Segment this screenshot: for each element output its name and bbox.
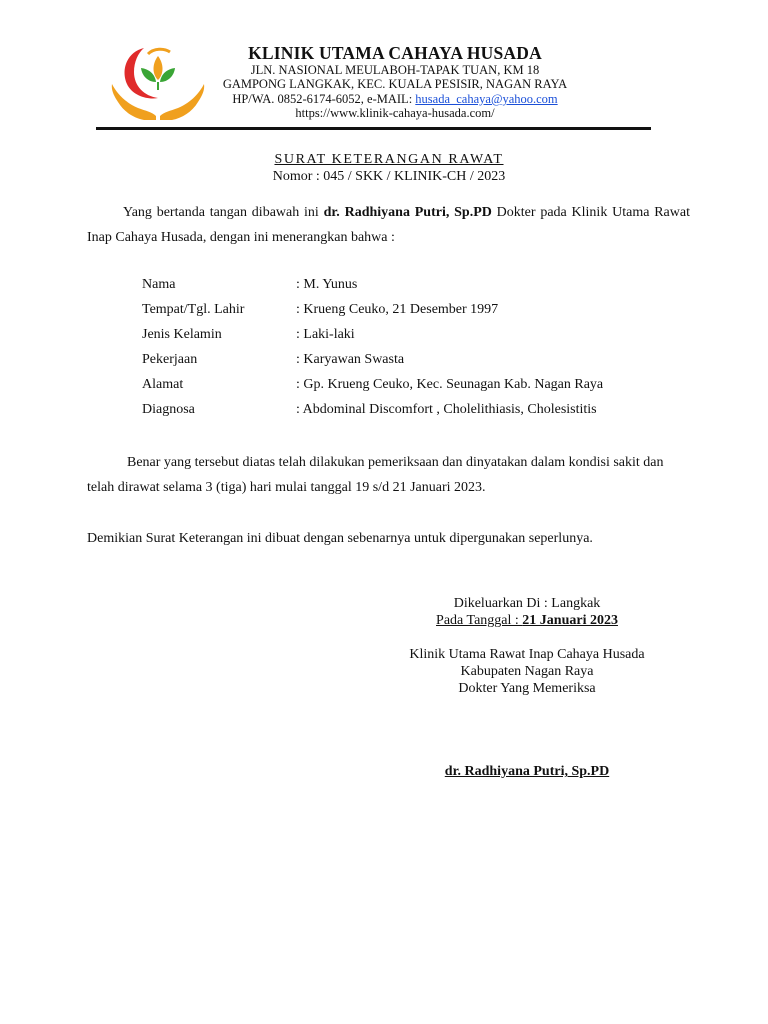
issued-at: Dikeluarkan Di : Langkak [453,596,601,611]
issue-date [370,612,684,629]
intro-paragraph [87,200,690,250]
closing-paragraph: Demikian Surat Keterangan ini dibuat dengan sebenarnya untuk dipergunakan seperlunya. [87,531,593,546]
patient-row-address [142,377,702,402]
intro-doctor-name: dr. Radhiyana Putri, Sp.PD [323,205,492,220]
document-number: Nomor : 045 / SKK / KLINIK-CH / 2023 [272,169,506,184]
patient-row-name [142,277,702,302]
field-label: Jenis Kelamin [142,327,222,342]
org-line-2: Kabupaten Nagan Raya [460,664,594,679]
patient-row-birth [142,302,702,327]
signer-role: Dokter Yang Memeriksa [458,681,596,696]
document-title: SURAT KETERANGAN RAWAT [274,152,504,167]
date-value: 21 Januari 2023 [522,613,618,628]
field-label: Nama [142,277,176,292]
website-url: https://www.klinik-cahaya-husada.com/ [295,106,495,120]
statement-paragraph: Benar yang tersebut diatas telah dilakukan pemeriksaan dan dinyatakan dalam kondisi sakit dan telah dirawat selama 3 (tiga) hari mulai tanggal 19 s/d 21 Januari 2023. [87,455,664,495]
field-label: Tempat/Tgl. Lahir [142,302,245,317]
field-label: Diagnosa [142,402,195,417]
clinic-name: KLINIK UTAMA CAHAYA HUSADA [248,43,542,63]
contact-line [220,92,570,107]
intro-after: Dokter pada Klinik Utama Rawat Inap Cahaya Husada, dengan ini menerangkan bahwa : [87,205,690,245]
field-value: : Krueng Ceuko, 21 Desember 1997 [296,302,499,317]
email-link[interactable]: husada_cahaya@yahoo.com [415,92,558,106]
signer-name: dr. Radhiyana Putri, Sp.PD [444,764,610,779]
patient-row-diagnosis [142,402,702,427]
contact-prefix: HP/WA. 0852-6174-6052, e-MAIL: [232,92,416,106]
patient-row-gender [142,327,702,352]
field-value: : Abdominal Discomfort , Cholelithiasis, Cholesistitis [296,402,597,417]
hands-holding-leaf-logo-icon [108,40,208,122]
field-value: : Laki-laki [296,327,355,342]
date-label: Pada Tanggal : [436,613,523,628]
address-line-2: GAMPONG LANGKAK, KEC. KUALA PESISIR, NAGAN RAYA [222,77,568,91]
address-line-1: JLN. NASIONAL MEULABOH-TAPAK TUAN, KM 18 [250,63,540,77]
field-label: Pekerjaan [142,352,198,367]
field-value: : Gp. Krueng Ceuko, Kec. Seunagan Kab. Nagan Raya [296,377,604,392]
patient-row-occupation [142,352,702,377]
intro-before: Yang bertanda tangan dibawah ini [123,205,324,220]
field-label: Alamat [142,377,184,392]
org-line-1: Klinik Utama Rawat Inap Cahaya Husada [409,647,645,662]
field-value: : M. Yunus [296,277,358,292]
field-value: : Karyawan Swasta [296,352,405,367]
clinic-logo [108,40,208,122]
letterhead-divider [96,127,651,130]
